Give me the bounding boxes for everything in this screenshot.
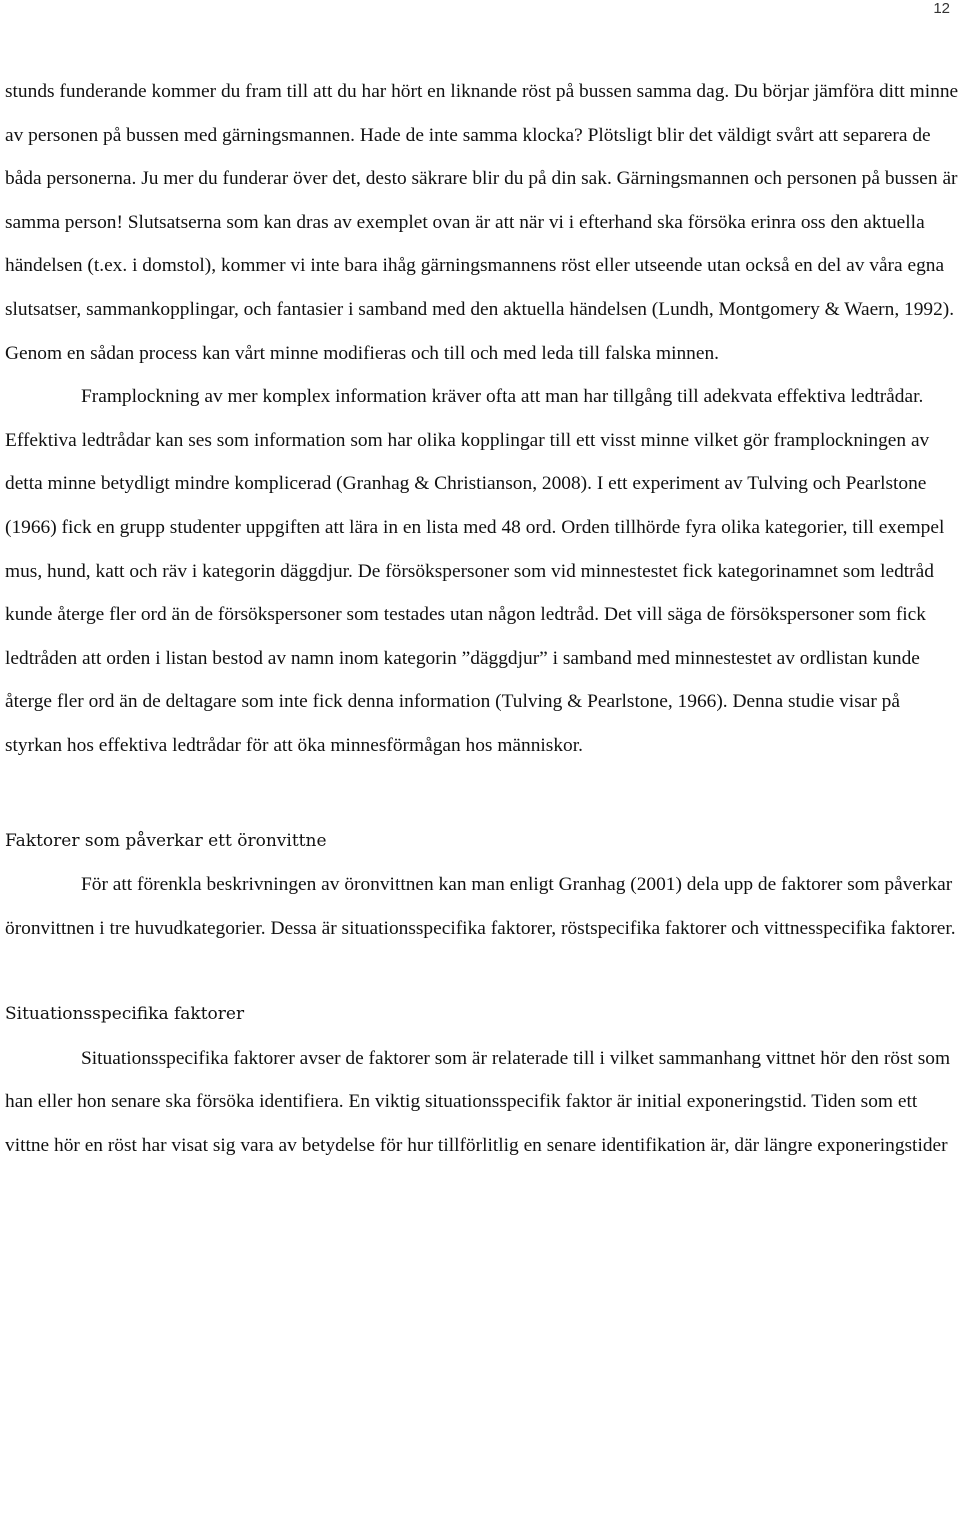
section-spacer (5, 950, 960, 993)
paragraph-situational-factors: Situationsspecifika faktorer avser de faktorer som är relaterade till i vilket sammanhang vittnet hör den röst som han eller hon senare ska försöka identifiera. En viktig situationsspecifik faktor är initial exponeringstid. Tiden som ett vittne hör en röst har visat sig vara av betydelse för hur tillförlitlig en senare identifikation är, där längre exponeringstider (5, 1047, 951, 1157)
section-heading-situational-factors: Situationsspecifika faktorer (5, 1004, 245, 1025)
section-spacer (5, 768, 960, 820)
paragraph-memory-conclusions: stunds funderande kommer du fram till att du har hört en liknande röst på bussen samma dag. Du börjar jämföra ditt minne av personen på bussen med gärningsmannen. Hade de inte samma klocka? Plötsligt blir det väldigt svårt att separera de båda personerna. Ju mer du funderar över det, desto säkrare blir du på din sak. Gärningsmannen och personen på bussen är samma person! Slutsatserna som kan dras av exemplet ovan är att när vi i efterhand ska försöka erinra oss den aktuella händelsen (t.ex. i domstol), kommer vi inte bara ihåg gärningsmannens röst eller utseende utan också en del av våra egna slutsatser, sammankopplingar, och fantasier i samband med den aktuella händelsen (Lundh, Montgomery & Waern, 1992). Genom en sådan process kan vårt minne modifieras och till och med leda till falska minnen. (5, 81, 959, 364)
paragraph-retrieval-cues: Framplockning av mer komplex information kräver ofta att man har tillgång till adekvata effektiva ledtrådar. Effektiva ledtrådar kan ses som information som har olika kopplingar till ett visst minne vilket gör framplockningen av detta minne betydligt mindre komplicerad (Granhag & Christianson, 2008). I ett experiment av Tulving och Pearlstone (1966) fick en grupp studenter uppgiften att lära in en lista med 48 ord. Orden tillhörde fyra olika kategorier, till exempel mus, hund, katt och räv i kategorin däggdjur. De försökspersoner som vid minnestestet fick kategorinamnet som ledtråd kunde återge fler ord än de försökspersoner som testades utan någon ledtråd. Det vill säga de försökspersoner som fick ledtråden att orden i listan bestod av namn inom kategorin ”däggdjur” i samband med minnestestet av ordlistan kunde återge fler ord än de deltagare som inte fick denna information (Tulving & Pearlstone, 1966). Denna studie visar på styrkan hos effektiva ledtrådar för att öka minnesförmågan hos människor. (5, 386, 945, 756)
paragraph-factor-categories: För att förenkla beskrivningen av öronvittnen kan man enligt Granhag (2001) dela upp de faktorer som påverkar öronvittnen i tre huvudkategorier. Dessa är situationsspecifika faktorer, röstspecifika faktorer och vittnesspecifika faktorer. (5, 874, 956, 939)
section-heading-earwitness-factors: Faktorer som påverkar ett öronvittne (5, 830, 327, 851)
page-number: 12 (933, 0, 950, 17)
document-body (5, 70, 960, 1168)
